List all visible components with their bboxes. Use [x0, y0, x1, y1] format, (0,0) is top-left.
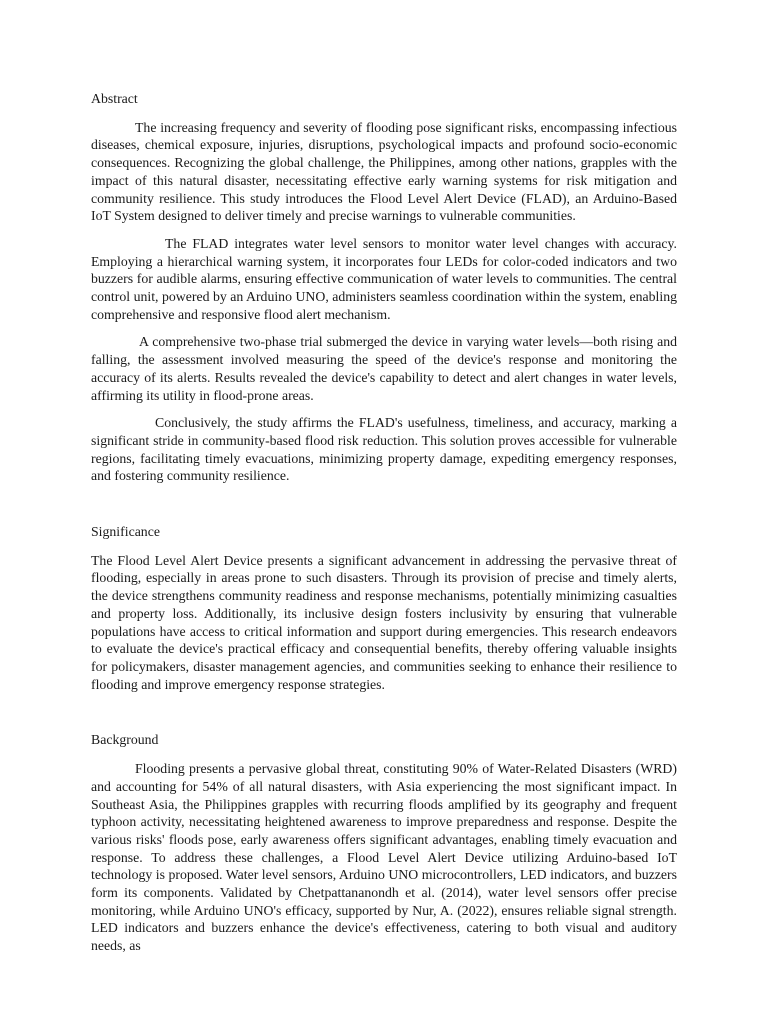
- significance-paragraph: The Flood Level Alert Device presents a significant advancement in addressing the pervasive threat of flooding, especially in areas prone to such disasters. Through its provision of precise and timely alerts, the device strengthens community readiness and response mechanisms, potentially minimizing casualties and property loss. Additionally, its inclusive design fosters inclusivity by ensuring that vulnerable populations have access to critical information and support during emergencies. This research endeavors to evaluate the device's practical efficacy and consequential benefits, thereby offering valuable insights for policymakers, disaster management agencies, and communities seeking to enhance their resilience to flooding and improve emergency response strategies.: [91, 552, 677, 692]
- abstract-paragraph: The increasing frequency and severity of flooding pose significant risks, encompassing infectious diseases, chemical exposure, injuries, disruptions, psychological impacts and profound socio-economic consequences. Recognizing the global challenge, the Philippines, among other nations, grapples with the impact of this natural disaster, necessitating effective early warning systems for risk mitigation and community resilience. This study introduces the Flood Level Alert Device (FLAD), an Arduino-Based IoT System designed to deliver timely and precise warnings to vulnerable communities.: [91, 119, 677, 224]
- document-page: [91, 90, 677, 955]
- background-heading: Background: [91, 732, 159, 748]
- background-paragraph: Flooding presents a pervasive global threat, constituting 90% of Water-Related Disasters (WRD) and accounting for 54% of all natural disasters, with Asia experiencing the most significant impact. In Southeast Asia, the Philippines grapples with recurring floods amplified by its geography and frequent typhoon activity, necessitating heightened awareness to improve preparedness and response. Despite the various risks' floods pose, early awareness offers significant advantages, enabling timely evacuation and response. To address these challenges, a Flood Level Alert Device utilizing Arduino-based IoT technology is proposed. Water level sensors, Arduino UNO microcontrollers, LED indicators, and buzzers form its components. Validated by Chetpattananondh et al. (2014), water level sensors offer precise monitoring, while Arduino UNO's efficacy, supported by Nur, A. (2022), ensures reliable signal strength. LED indicators and buzzers enhance the device's effectiveness, catering to both visual and auditory needs, as: [91, 761, 677, 954]
- abstract-paragraph: Conclusively, the study affirms the FLAD's usefulness, timeliness, and accuracy, marking a significant stride in community-based flood risk reduction. This solution proves accessible for vulnerable regions, facilitating timely evacuations, minimizing property damage, expediting emergency responses, and fostering community resilience.: [91, 415, 677, 484]
- abstract-heading: Abstract: [91, 91, 138, 106]
- abstract-paragraph: The FLAD integrates water level sensors to monitor water level changes with accuracy. Employing a hierarchical warning system, it incorporates four LEDs for color-coded indicators and two buzzers for audible alarms, ensuring effective communication of water levels to communities. The central control unit, powered by an Arduino UNO, administers seamless coordination within the system, enabling comprehensive and responsive flood alert mechanism.: [91, 235, 677, 322]
- abstract-paragraph: A comprehensive two-phase trial submerged the device in varying water levels—both rising and falling, the assessment involved measuring the speed of the device's response and monitoring the accuracy of its alerts. Results revealed the device's capability to detect and alert changes in water levels, affirming its utility in flood-prone areas.: [91, 334, 677, 403]
- significance-heading: Significance: [91, 524, 160, 540]
